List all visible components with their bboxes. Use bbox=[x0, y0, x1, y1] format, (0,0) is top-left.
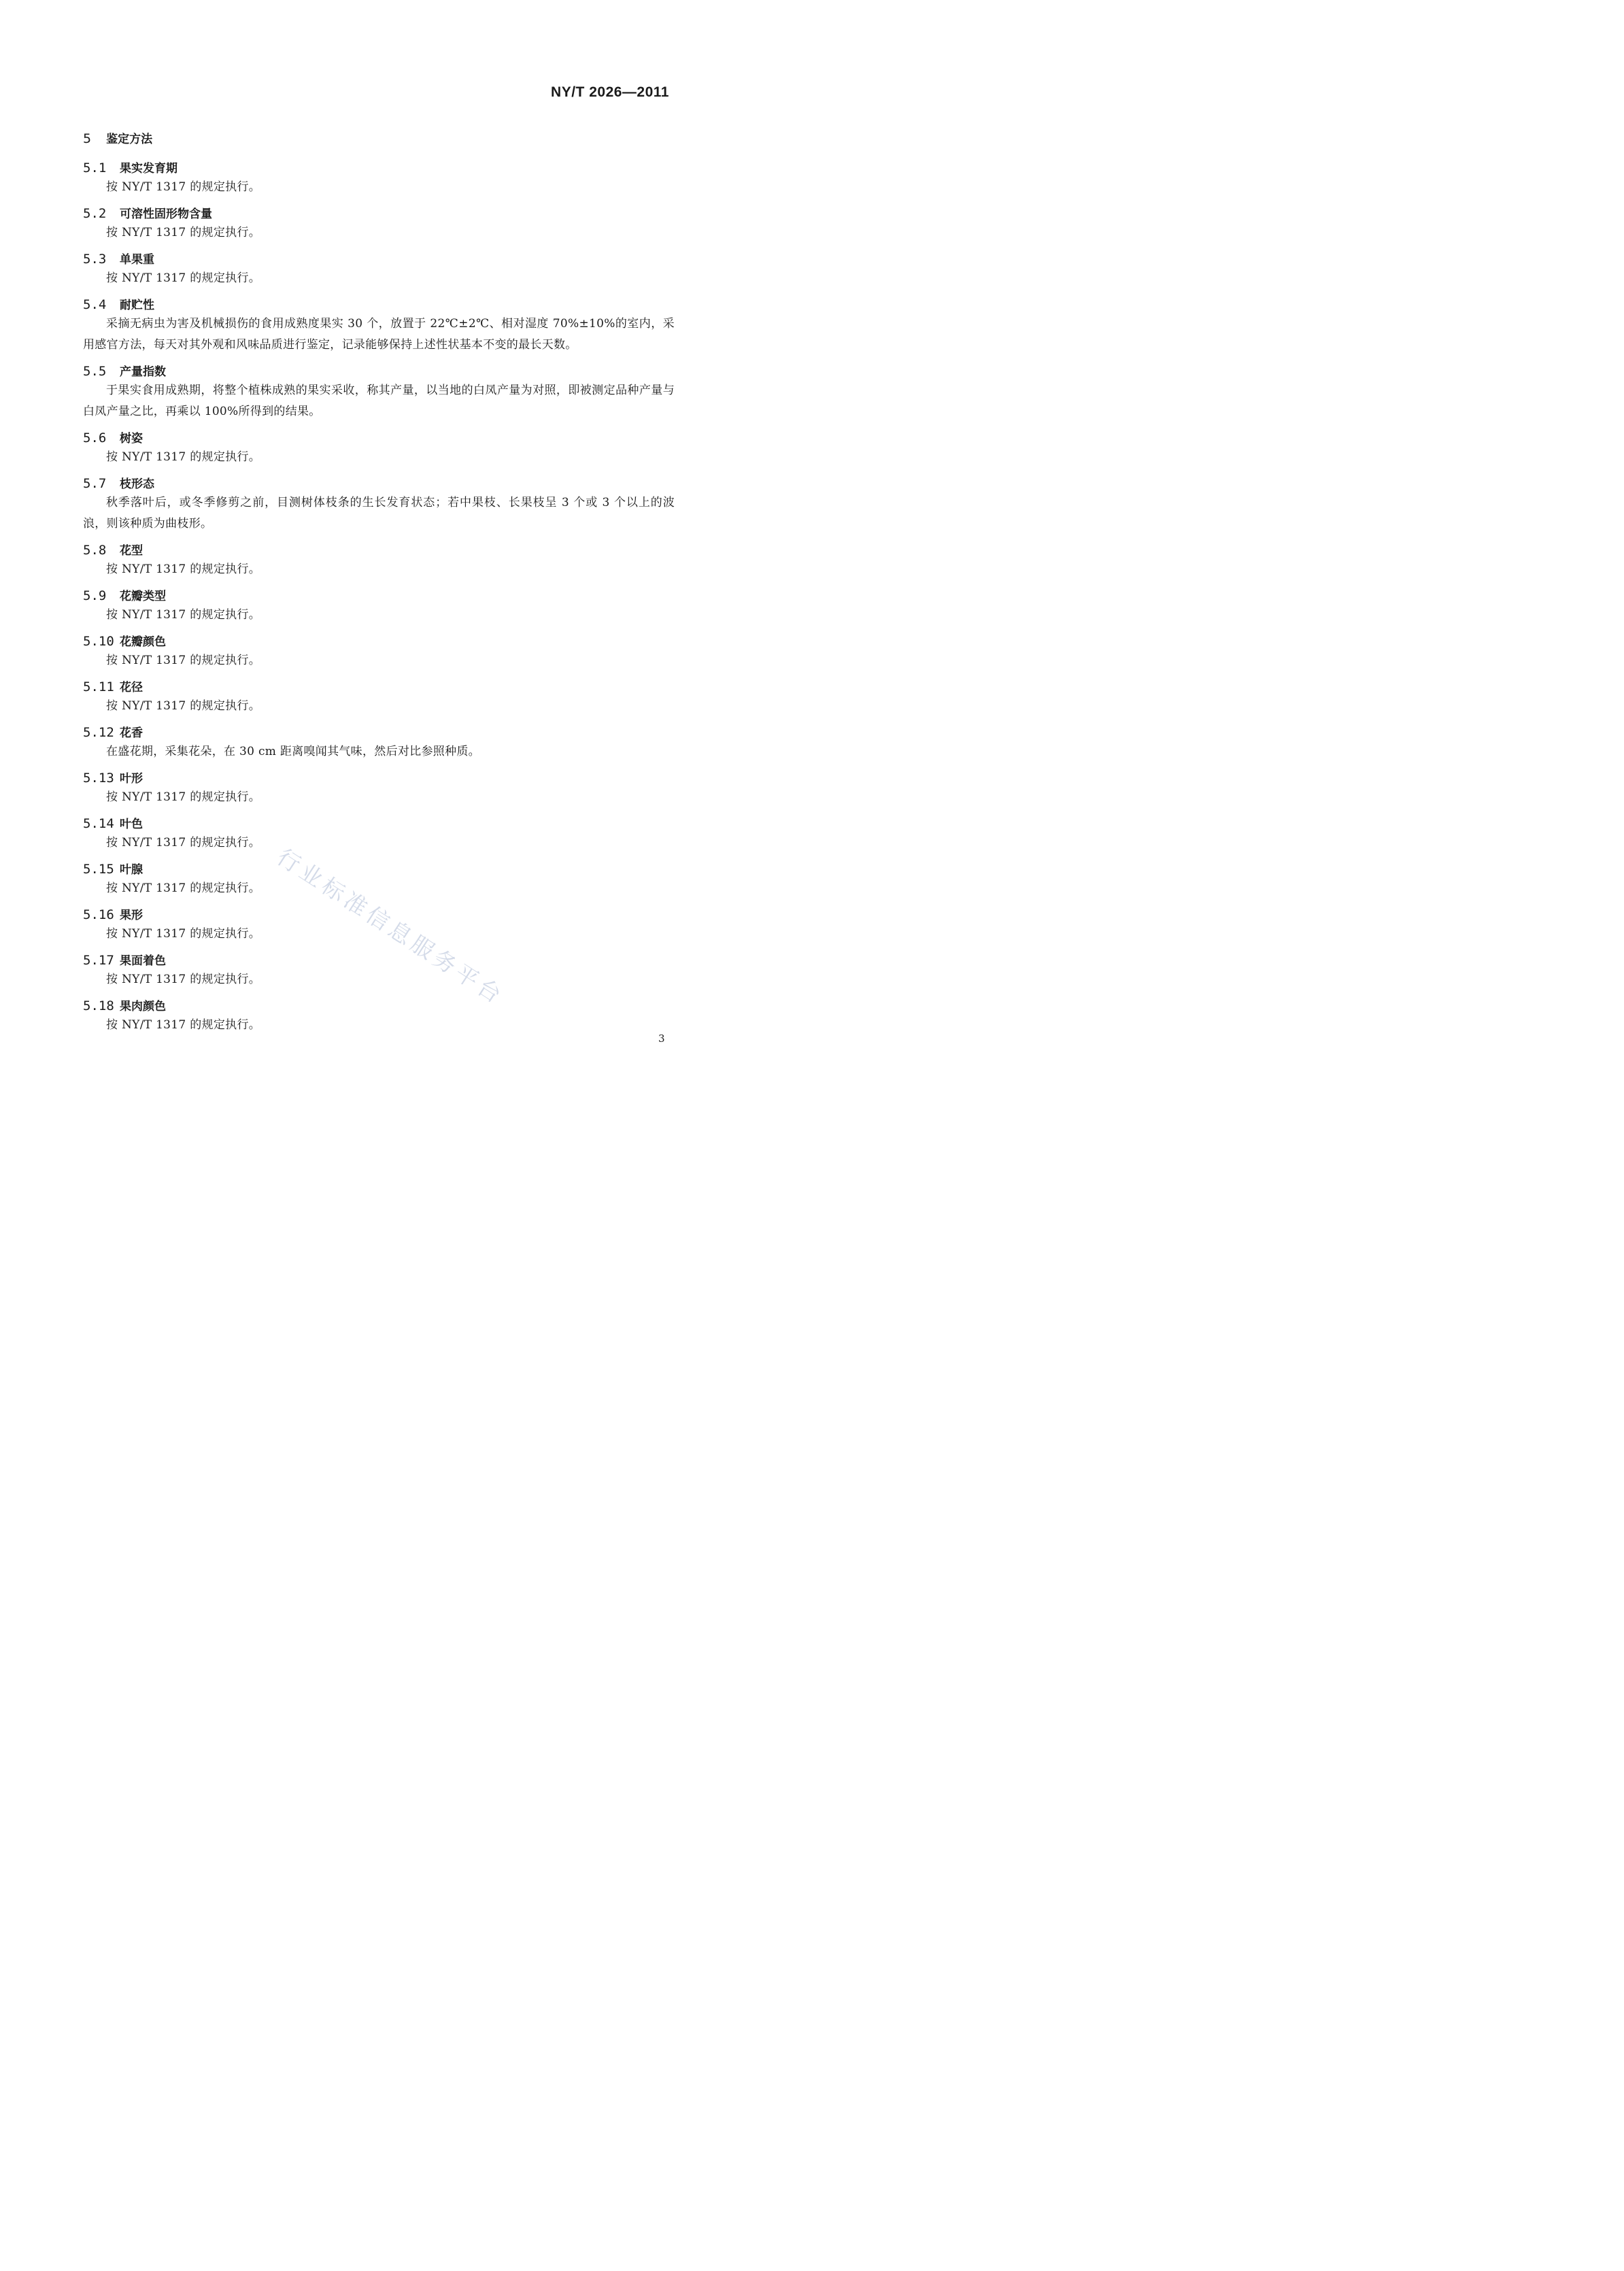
section-number: 5.1 bbox=[83, 161, 107, 175]
section-heading bbox=[83, 296, 675, 314]
chapter-number: 5 bbox=[83, 131, 92, 146]
section-number: 5.18 bbox=[83, 998, 114, 1013]
section-body: 于果实食用成熟期，将整个植株成熟的果实采收，称其产量，以当地的白凤产量为对照，即被测定品种产量与白凤产量之比，再乘以 100%所得到的结果。 bbox=[83, 384, 675, 418]
section-number: 5.10 bbox=[83, 634, 114, 649]
section-title: 花香 bbox=[120, 726, 143, 740]
section-heading bbox=[83, 250, 675, 268]
section-heading bbox=[83, 633, 675, 650]
section-body: 按 NY/T 1317 的规定执行。 bbox=[106, 608, 261, 622]
standard-code: NY/T 2026—2011 bbox=[551, 84, 669, 100]
section-body: 按 NY/T 1317 的规定执行。 bbox=[106, 973, 261, 986]
section-title: 花瓣类型 bbox=[120, 590, 166, 603]
section-title: 耐贮性 bbox=[120, 299, 154, 312]
section-body: 按 NY/T 1317 的规定执行。 bbox=[106, 654, 261, 667]
section-heading bbox=[83, 815, 675, 832]
section-number: 5.2 bbox=[83, 206, 107, 221]
section-body: 秋季落叶后，或冬季修剪之前，目测树体枝条的生长发育状态；若中果枝、长果枝呈 3 个或 3 个以上的波浪，则该种质为曲枝形。 bbox=[83, 496, 675, 531]
section-number: 5.14 bbox=[83, 816, 114, 831]
section-body: 按 NY/T 1317 的规定执行。 bbox=[106, 562, 261, 576]
section-body: 按 NY/T 1317 的规定执行。 bbox=[106, 180, 261, 194]
section-heading bbox=[83, 159, 675, 177]
watermark: 行业标准信息服务平台 bbox=[272, 843, 509, 1011]
section-title: 叶色 bbox=[120, 818, 143, 831]
section-number: 5.3 bbox=[83, 252, 107, 267]
section-number: 5.8 bbox=[83, 543, 107, 558]
section-body: 按 NY/T 1317 的规定执行。 bbox=[106, 881, 261, 895]
section-body: 按 NY/T 1317 的规定执行。 bbox=[106, 1018, 261, 1032]
section-heading bbox=[83, 429, 675, 447]
section-number: 5.11 bbox=[83, 679, 114, 694]
section-number: 5.15 bbox=[83, 862, 114, 877]
section-body: 采摘无病虫为害及机械损伤的食用成熟度果实 30 个，放置于 22℃±2℃、相对湿度 70%±10%的室内，采用感官方法，每天对其外观和风味品质进行鉴定，记录能够保持上述性状基本不变的最长天数。 bbox=[83, 317, 675, 352]
section-number: 5.17 bbox=[83, 953, 114, 968]
section-number: 5.5 bbox=[83, 364, 107, 379]
section-heading bbox=[83, 363, 675, 380]
section-title: 单果重 bbox=[120, 253, 154, 267]
section-heading bbox=[83, 587, 675, 605]
chapter-heading bbox=[83, 129, 152, 146]
page-number: 3 bbox=[658, 1032, 665, 1045]
section-body: 按 NY/T 1317 的规定执行。 bbox=[106, 699, 261, 713]
section-body: 按 NY/T 1317 的规定执行。 bbox=[106, 836, 261, 849]
section-heading bbox=[83, 997, 675, 1015]
section-title: 产量指数 bbox=[120, 365, 166, 379]
section-number: 5.7 bbox=[83, 476, 107, 491]
section-heading bbox=[83, 952, 675, 969]
section-number: 5.9 bbox=[83, 588, 107, 603]
section-heading bbox=[83, 724, 675, 741]
section-heading bbox=[83, 860, 675, 878]
section-title: 果肉颜色 bbox=[120, 1000, 166, 1013]
section-body: 按 NY/T 1317 的规定执行。 bbox=[106, 271, 261, 285]
section-title: 花型 bbox=[120, 544, 143, 558]
section-title: 枝形态 bbox=[120, 477, 154, 491]
section-number: 5.12 bbox=[83, 725, 114, 740]
section-title: 果形 bbox=[120, 909, 143, 922]
chapter-title: 鉴定方法 bbox=[106, 133, 153, 146]
section-title: 花瓣颜色 bbox=[120, 635, 166, 649]
section-body: 按 NY/T 1317 的规定执行。 bbox=[106, 927, 261, 941]
section-heading bbox=[83, 541, 675, 559]
section-number: 5.16 bbox=[83, 907, 114, 922]
section-title: 花径 bbox=[120, 681, 143, 694]
section-heading bbox=[83, 205, 675, 222]
section-number: 5.6 bbox=[83, 431, 107, 445]
section-body: 按 NY/T 1317 的规定执行。 bbox=[106, 226, 261, 239]
section-body: 在盛花期，采集花朵，在 30 cm 距离嗅闻其气味，然后对比参照种质。 bbox=[106, 745, 480, 758]
section-title: 树姿 bbox=[120, 432, 143, 445]
section-number: 5.13 bbox=[83, 771, 114, 786]
section-title: 叶形 bbox=[120, 772, 143, 786]
section-title: 可溶性固形物含量 bbox=[120, 207, 212, 221]
section-heading bbox=[83, 475, 675, 492]
section-title: 果实发育期 bbox=[120, 162, 177, 175]
section-number: 5.4 bbox=[83, 297, 107, 312]
section-body: 按 NY/T 1317 的规定执行。 bbox=[106, 450, 261, 464]
section-title: 果面着色 bbox=[120, 954, 166, 968]
section-title: 叶腺 bbox=[120, 863, 143, 877]
section-body: 按 NY/T 1317 的规定执行。 bbox=[106, 790, 261, 804]
section-heading bbox=[83, 678, 675, 696]
section-heading bbox=[83, 769, 675, 787]
